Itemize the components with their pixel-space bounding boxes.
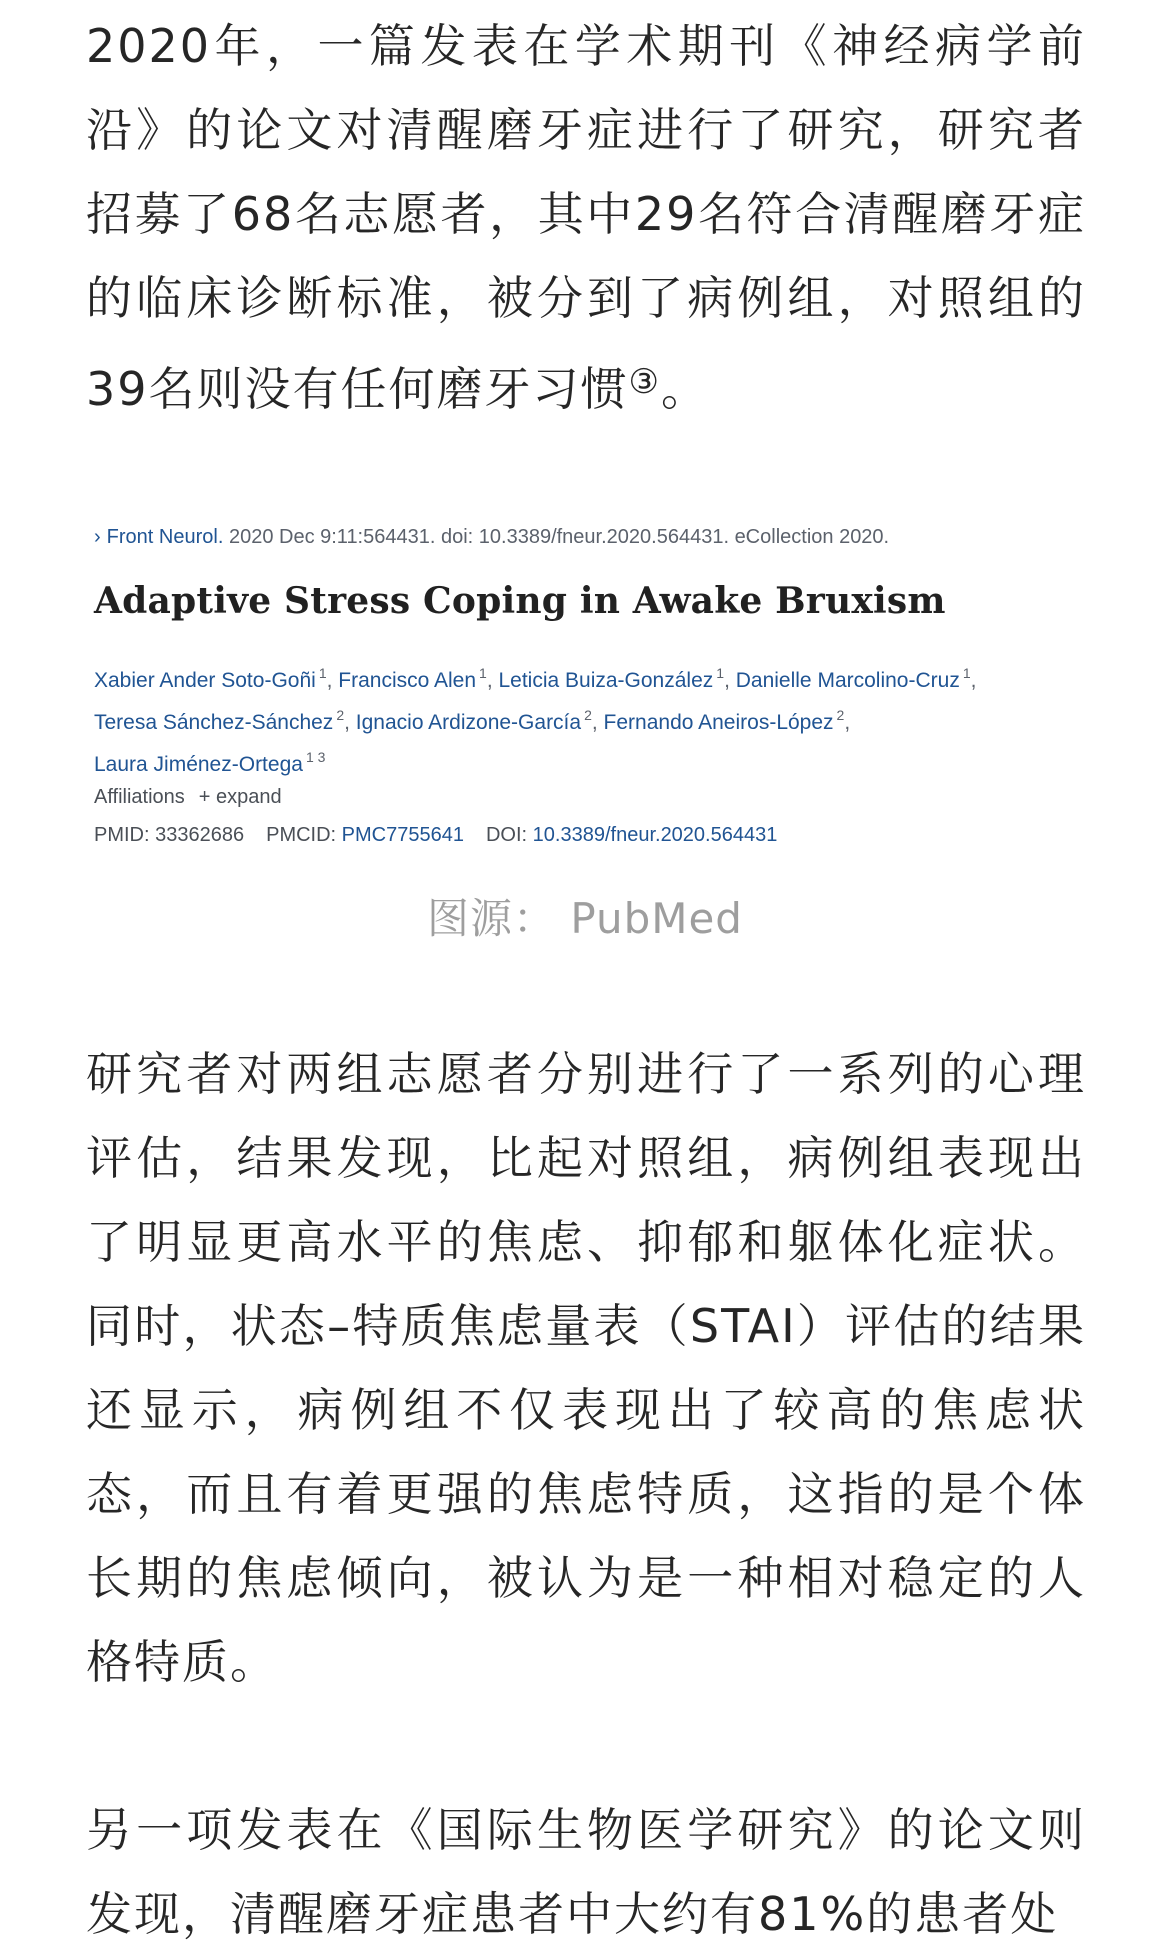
author-item: Ignacio Ardizone-García $^2$: [355, 707, 592, 734]
author-item: Xabier Ander Soto-Goñi $^1$: [94, 665, 327, 692]
affiliations-label: Affiliations: [94, 786, 185, 808]
citation-details: 2020 Dec 9:11:564431. doi: 10.3389/fneur.2020.564431. eCollection 2020.: [223, 526, 890, 548]
expand-toggle: + expand: [198, 786, 282, 808]
doi-label: DOI:: [485, 824, 528, 846]
author-list: Xabier Ander Soto-Goñi $^1$, Francisco Alen $^1$, Leticia Buiza-González $^1$, Danielle Marcolino-Cruz $^1$, Teresa Sánchez-Sánchez $^2$, Ignacio Ardizone-García $^2$, Fernando Aneiros-López $^2$, Laura Jiménez-Ortega $^{1 3}$: [94, 665, 977, 776]
journal-link: Front Neurol.: [106, 526, 224, 548]
pmcid-link: PMC7755641: [341, 824, 464, 846]
citation-line: [94, 526, 889, 549]
paragraph-1-text: 2020年，一篇发表在学术期刊《神经病学前沿》的论文对清醒磨牙症进行了研究，研究者招募了68名志愿者，其中29名符合清醒磨牙症的临床诊断标准，被分到了病例组，对照组的39名则没有任何磨牙习惯: [86, 19, 1086, 416]
paragraph-second-study: 另一项发表在《国际生物医学研究》的论文则发现，清醒磨牙症患者中大约有81%的患者处: [86, 1803, 1086, 1941]
author-item: Francisco Alen $^1$: [338, 665, 487, 692]
pmid: PMID: 33362686: [94, 824, 245, 846]
reference-mark[interactable]: ③: [628, 362, 662, 402]
pubmed-citation-image: [86, 514, 1086, 860]
author-item: Fernando Aneiros-López $^2$: [603, 707, 845, 734]
identifiers-row: [94, 824, 777, 847]
chevron-right-icon: ›: [94, 526, 101, 548]
paragraph-1-end: 。: [661, 362, 710, 416]
image-caption: 图源： PubMed: [427, 894, 743, 943]
pmcid-label: PMCID:: [266, 824, 337, 846]
paragraph-study-intro: [86, 4, 1086, 431]
doi-link: 10.3389/fneur.2020.564431: [532, 824, 778, 846]
author-item: Laura Jiménez-Ortega $^{1 3}$: [94, 749, 326, 776]
author-item: Teresa Sánchez-Sánchez $^2$: [94, 707, 345, 734]
author-item: Leticia Buiza-González $^1$: [498, 665, 725, 692]
paragraph-results: 研究者对两组志愿者分别进行了一系列的心理评估，结果发现，比起对照组，病例组表现出了明显更高水平的焦虑、抑郁和躯体化症状。同时，状态–特质焦虑量表（STAI）评估的结果还显示，病例组不仅表现出了较高的焦虑状态，而且有着更强的焦虑特质，这指的是个体长期的焦虑倾向，被认为是一种相对稳定的人格特质。: [86, 1047, 1086, 1689]
author-item: Danielle Marcolino-Cruz $^1$: [735, 665, 971, 692]
paper-title: Adaptive Stress Coping in Awake Bruxism: [94, 580, 946, 622]
affiliations-row: [94, 786, 282, 809]
